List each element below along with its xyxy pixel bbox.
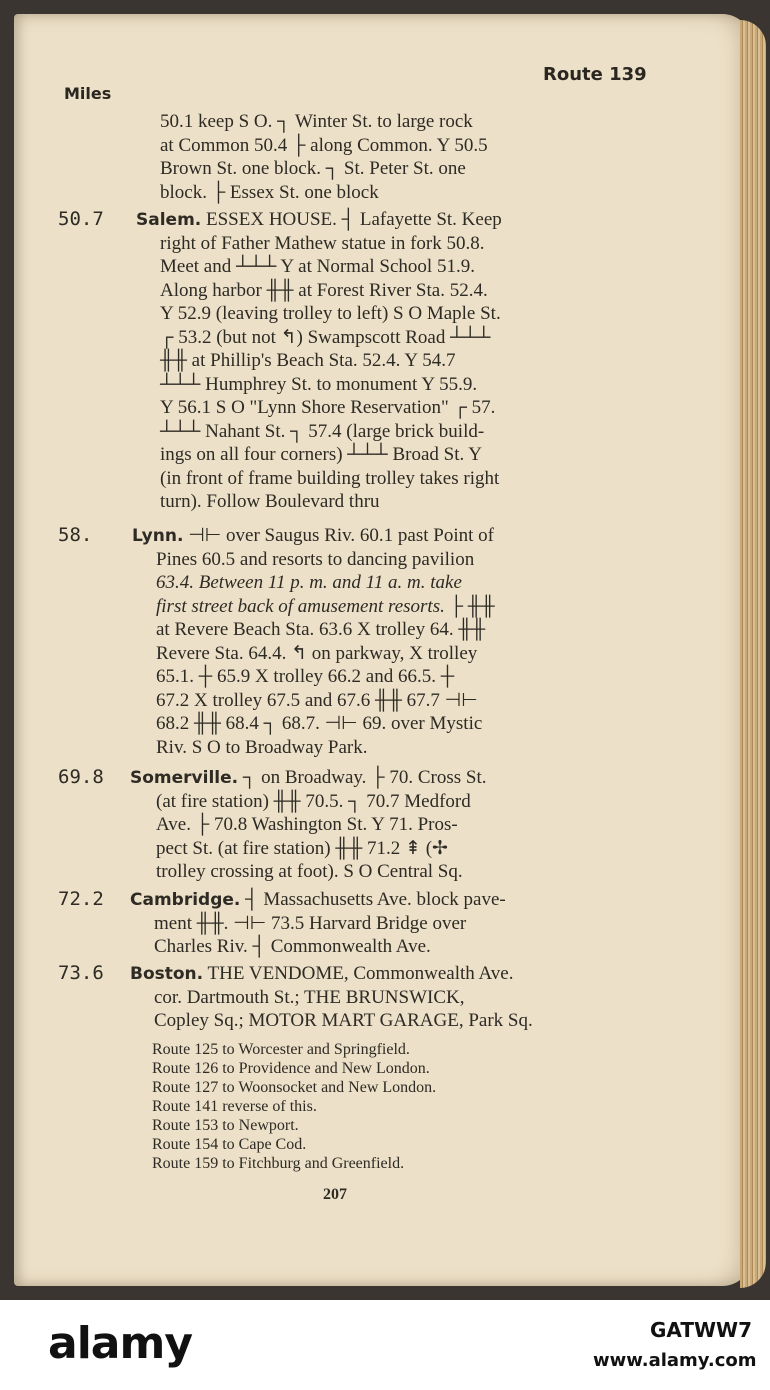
route-list-item: Route 127 to Woonsocket and New London. (152, 1079, 437, 1096)
entry-text (160, 110, 648, 204)
place-name: Lynn. (132, 526, 184, 546)
stock-site-url: www.alamy.com (593, 1350, 757, 1371)
route-list-item: Route 153 to Newport. (152, 1117, 299, 1134)
entry-line-text: THE VENDOME, Commonwealth Ave. (207, 963, 514, 984)
entry-line: 50.1 keep S O. ┐ Winter St. to large rock (160, 111, 473, 132)
mileage: 50.7 (58, 208, 104, 230)
route-list-item: Route 125 to Worcester and Springfield. (152, 1041, 410, 1058)
entry-text (132, 524, 648, 549)
mileage: 69.8 (58, 766, 104, 788)
entry-line: Meet and ┴┴┴ Y at Normal School 51.9. (160, 256, 475, 277)
entry-line: Charles Riv. ┤ Commonwealth Ave. (154, 936, 431, 957)
page-number: 207 (323, 1186, 347, 1203)
entry-line: 63.4. Between 11 p. m. and 11 a. m. take (156, 572, 462, 593)
entry-line: (in front of frame building trolley takes right (160, 467, 500, 489)
entry-line: ╫╫ at Phillip's Beach Sta. 52.4. Y 54.7 (160, 350, 456, 371)
stock-image-id: GATWW7 (650, 1318, 753, 1342)
place-name: Cambridge. (130, 890, 241, 910)
entry-line: trolley crossing at foot). S O Central Sq. (156, 861, 463, 882)
entry-line: Copley Sq.; MOTOR MART GARAGE, Park Sq. (154, 1010, 533, 1031)
entry-line: 65.1. ┼ 65.9 X trolley 66.2 and 66.5. ┼ (156, 666, 455, 687)
entry-line: right of Father Mathew statue in fork 50.8. (160, 232, 485, 254)
entry-text-continued (156, 790, 648, 884)
place-name: Boston. (130, 964, 204, 984)
entry-line: Along harbor ╫╫ at Forest River Sta. 52.4. (160, 279, 488, 301)
entry-line: pect St. (at fire station) ╫╫ 71.2 ⇞ (✢ (156, 837, 448, 859)
entry-line: ┴┴┴ Humphrey St. to monument Y 55.9. (160, 373, 478, 395)
mileage: 58. (58, 524, 93, 546)
entry-line: Y 52.9 (leaving trolley to left) S O Maple St. (160, 303, 501, 324)
mileage: 72.2 (58, 888, 104, 910)
entry-line: Revere Sta. 64.4. ↰ on parkway, X trolley (156, 642, 478, 664)
route-title: Route 139 (543, 64, 647, 85)
entry-line: cor. Dartmouth St.; THE BRUNSWICK, (154, 986, 465, 1008)
entry-text-continued (160, 232, 648, 514)
entry-line (130, 888, 648, 913)
entry-line (132, 524, 648, 549)
entry-line: 67.2 X trolley 67.5 and 67.6 ╫╫ 67.7 ⊣⊢ (156, 689, 478, 711)
route-list-item: Route 141 reverse of this. (152, 1098, 317, 1115)
route-list-item: Route 154 to Cape Cod. (152, 1136, 307, 1153)
mileage: 73.6 (58, 962, 104, 984)
place-name: Salem. (136, 210, 202, 230)
entry-line: ┌ 53.2 (but not ↰) Swampscott Road ┴┴┴ (160, 326, 491, 348)
entry-text (136, 208, 648, 233)
miles-column-header: Miles (64, 84, 112, 103)
entry-line: Ave. ├ 70.8 Washington St. Y 71. Pros- (156, 814, 458, 835)
stock-brand-logo: alamy (48, 1318, 192, 1369)
entry-line-text: ⊣⊢ over Saugus Riv. 60.1 past Point of (188, 525, 494, 546)
entry-line: Pines 60.5 and resorts to dancing pavilion (156, 548, 475, 570)
entry-line: 68.2 ╫╫ 68.4 ┐ 68.7. ⊣⊢ 69. over Mystic (156, 713, 483, 734)
entry-line: ings on all four corners) ┴┴┴ Broad St. Y (160, 444, 482, 465)
entry-line: ment ╫╫. ⊣⊢ 73.5 Harvard Bridge over (154, 912, 467, 934)
entry-line: Y 56.1 S O "Lynn Shore Reservation" ┌ 57. (160, 397, 496, 418)
entry-line: turn). Follow Boulevard thru (160, 491, 380, 512)
entry-line-text: ┐ on Broadway. ├ 70. Cross St. (242, 767, 487, 788)
entry-line (130, 766, 648, 791)
entry-line: at Common 50.4 ├ along Common. Y 50.5 (160, 134, 488, 156)
page-edges (740, 20, 766, 1288)
entry-text-continued (156, 548, 648, 760)
place-name: Somerville. (130, 768, 239, 788)
entry-line (136, 208, 648, 233)
entry-line-text: ESSEX HOUSE. ┤ Lafayette St. Keep (206, 209, 502, 230)
entry-line: (at fire station) ╫╫ 70.5. ┐ 70.7 Medford (156, 790, 471, 812)
entry-text (130, 888, 648, 913)
entry-text-continued (154, 912, 648, 959)
entry-text (130, 766, 648, 791)
entry-line: at Revere Beach Sta. 63.6 X trolley 64. ╫╫ (156, 619, 486, 640)
entry-line-text: ┤ Massachusetts Ave. block pave- (245, 889, 506, 910)
entry-text-continued (154, 986, 648, 1033)
entry-line: Riv. S O to Broadway Park. (156, 736, 368, 758)
entry-line: block. ├ Essex St. one block (160, 181, 379, 203)
entry-text (130, 962, 648, 987)
route-list-item: Route 126 to Providence and New London. (152, 1060, 430, 1077)
entry-line: Brown St. one block. ┐ St. Peter St. one (160, 158, 466, 179)
entry-line (130, 962, 648, 987)
entry-line: first street back of amusement resorts. ├ ╫╫ (156, 595, 495, 617)
entry-line: ┴┴┴ Nahant St. ┐ 57.4 (large brick build- (160, 420, 485, 442)
route-list-item: Route 159 to Fitchburg and Greenfield. (152, 1155, 405, 1172)
connecting-routes-list (152, 1040, 436, 1173)
